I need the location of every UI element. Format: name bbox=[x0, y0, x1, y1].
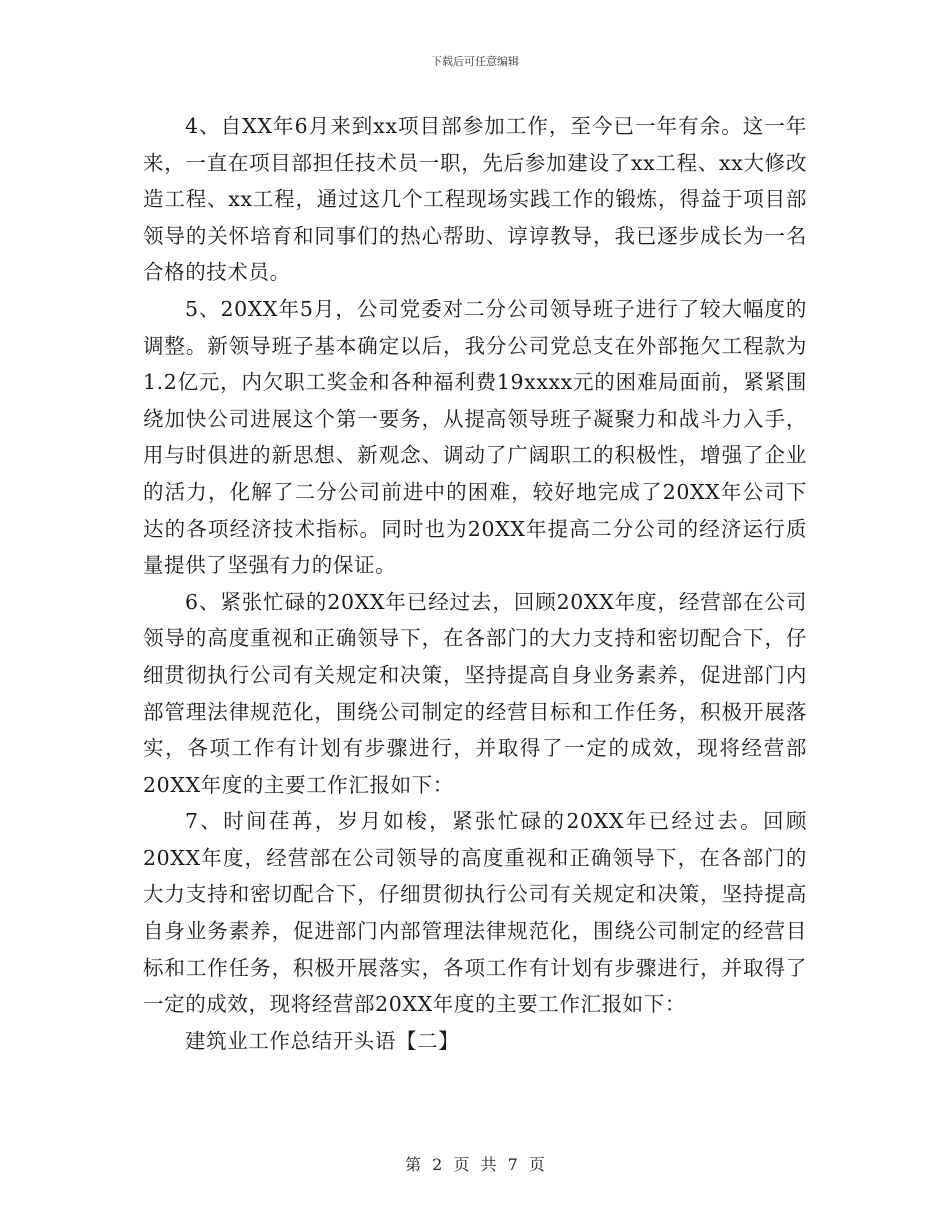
page-header-note: 下载后可任意编辑 bbox=[431, 55, 519, 68]
paragraph-6: 6、紧张忙碌的20XX年已经过去，回顾20XX年度，经营部在公司领导的高度重视和正确领导下，在各部门的大力支持和密切配合下，仔细贯彻执行公司有关规定和决策，坚持提高自身业务素养，促进部门内部管理法律规范化，围绕公司制定的经营目标和工作任务，积极开展落实，各项工作有计划有步骤进行，并取得了一定的成效，现将经营部20XX年度的主要工作汇报如下： bbox=[143, 589, 807, 797]
paragraph-4: 4、自XX年6月来到xx项目部参加工作，至今已一年有余。这一年来，一直在项目部担任技术员一职，先后参加建设了xx工程、xx大修改造工程、xx工程，通过这几个工程现场实践工作的锻炼，得益于项目部领导的关怀培育和同事们的热心帮助、谆谆教导，我已逐步成长为一名合格的技术员。 bbox=[143, 114, 807, 285]
paragraph-7: 7、时间荏苒，岁月如梭，紧张忙碌的20XX年已经过去。回顾20XX年度，经营部在公司领导的高度重视和正确领导下，在各部门的大力支持和密切配合下，仔细贯彻执行公司有关规定和决策，坚持提高自身业务素养，促进部门内部管理法律规范化，围绕公司制定的经营目标和工作任务，积极开展落实，各项工作有计划有步骤进行，并取得了一定的成效，现将经营部20XX年度的主要工作汇报如下： bbox=[143, 809, 807, 1017]
document-body bbox=[143, 108, 807, 1059]
paragraph-5: 5、20XX年5月，公司党委对二分公司领导班子进行了较大幅度的调整。新领导班子基本确定以后，我分公司党总支在外部拖欠工程款为1.2亿元，内欠职工奖金和各种福利费19xxxx元的困难局面前，紧紧围绕加快公司进展这个第一要务，从提高领导班子凝聚力和战斗力入手，用与时俱进的新思想、新观念、调动了广阔职工的积极性，增强了企业的活力，化解了二分公司前进中的困难，较好地完成了20XX年公司下达的各项经济技术指标。同时也为20XX年提高二分公司的经济运行质量提供了坚强有力的保证。 bbox=[143, 296, 807, 578]
section-heading: 建筑业工作总结开头语【二】 bbox=[185, 1028, 460, 1053]
page-number-footer: 第 2 页 共 7 页 bbox=[405, 1155, 545, 1174]
